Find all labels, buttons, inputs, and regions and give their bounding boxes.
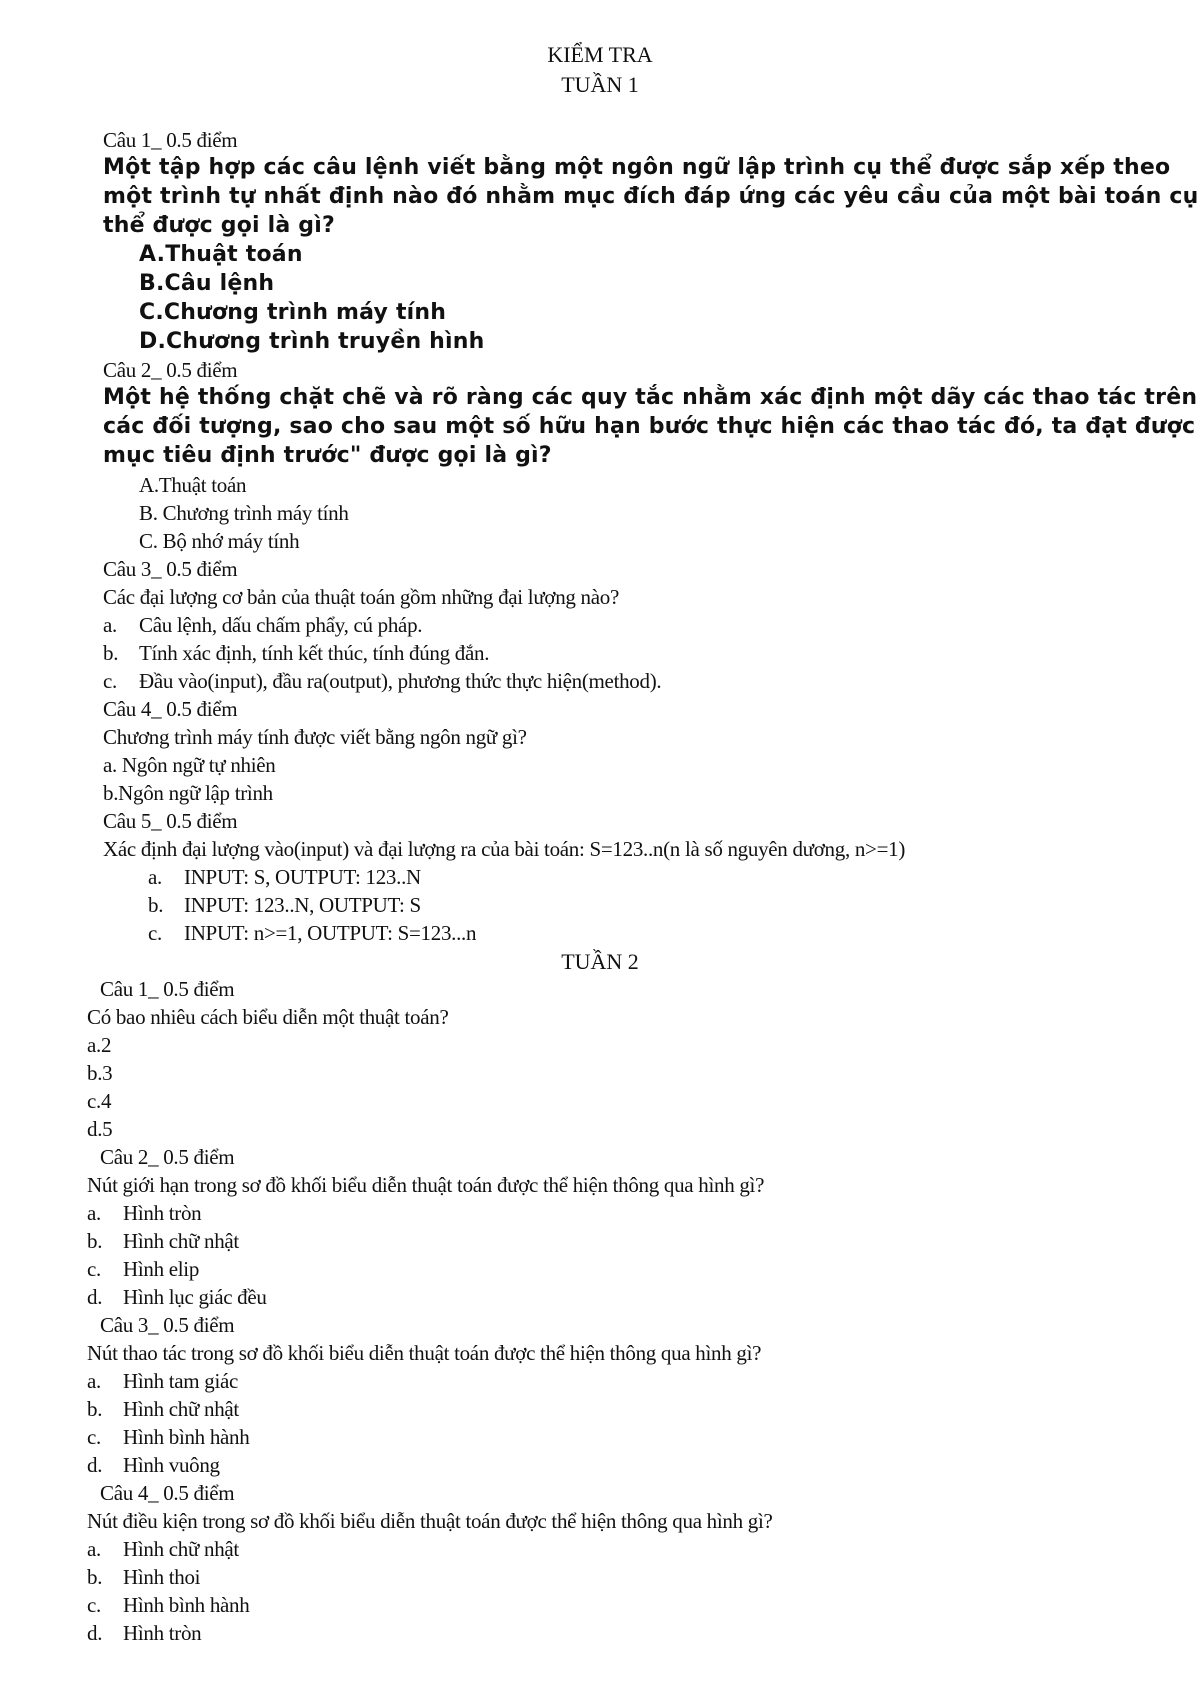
answer-option: a. INPUT: S, OUTPUT: 123..N <box>148 865 421 889</box>
question-text-line: mục tiêu định trước" được gọi là gì? <box>103 443 552 468</box>
answer-option: d. Hình tròn <box>87 1621 202 1645</box>
answer-option: d.5 <box>87 1117 113 1141</box>
answer-option: c. Hình bình hành <box>87 1593 250 1617</box>
answer-option: C.Chương trình máy tính <box>139 300 447 325</box>
week-2-heading: TUẦN 2 <box>561 949 639 974</box>
question-label: Câu 4_ 0.5 điểm <box>100 1481 235 1505</box>
question-label: Câu 2_ 0.5 điểm <box>103 358 238 382</box>
question-text: Có bao nhiêu cách biểu diễn một thuật toán? <box>87 1005 449 1029</box>
answer-option: b.3 <box>87 1061 113 1085</box>
answer-option: c.4 <box>87 1089 112 1113</box>
answer-option: c. INPUT: n>=1, OUTPUT: S=123...n <box>148 921 477 945</box>
question-label: Câu 1_ 0.5 điểm <box>100 977 235 1001</box>
question-text: Chương trình máy tính được viết bằng ngôn ngữ gì? <box>103 725 527 749</box>
question-label: Câu 1_ 0.5 điểm <box>103 128 238 152</box>
answer-option: C. Bộ nhớ máy tính <box>139 529 300 553</box>
answer-option: A.Thuật toán <box>139 242 303 267</box>
answer-option: B.Câu lệnh <box>139 271 275 296</box>
question-text: Nút giới hạn trong sơ đồ khối biểu diễn thuật toán được thể hiện thông qua hình gì? <box>87 1173 765 1197</box>
answer-option: b.Ngôn ngữ lập trình <box>103 781 273 805</box>
question-text: Nút điều kiện trong sơ đồ khối biểu diễn thuật toán được thể hiện thông qua hình gì? <box>87 1509 773 1533</box>
answer-option: a. Hình tròn <box>87 1201 202 1225</box>
question-text-line: một trình tự nhất định nào đó nhằm mục đích đáp ứng các yêu cầu của một bài toán cụ <box>103 184 1199 209</box>
answer-option: a. Hình chữ nhật <box>87 1537 239 1561</box>
answer-option: b. Hình chữ nhật <box>87 1397 239 1421</box>
answer-option: D.Chương trình truyền hình <box>139 329 485 354</box>
question-text: Các đại lượng cơ bản của thuật toán gồm những đại lượng nào? <box>103 585 619 609</box>
answer-option: c. Hình elip <box>87 1257 200 1281</box>
answer-option: b. Hình thoi <box>87 1565 201 1589</box>
question-text-line: Một tập hợp các câu lệnh viết bằng một ngôn ngữ lập trình cụ thể được sắp xếp theo <box>103 155 1171 180</box>
document-title: KIỂM TRA <box>547 42 653 67</box>
answer-option: b. INPUT: 123..N, OUTPUT: S <box>148 893 421 917</box>
answer-option: a. Ngôn ngữ tự nhiên <box>103 753 276 777</box>
answer-option: d. Hình lục giác đều <box>87 1285 267 1309</box>
answer-option: d. Hình vuông <box>87 1453 220 1477</box>
answer-option: c. Hình bình hành <box>87 1425 250 1449</box>
answer-option: A.Thuật toán <box>139 473 247 497</box>
question-label: Câu 4_ 0.5 điểm <box>103 697 238 721</box>
question-label: Câu 3_ 0.5 điểm <box>100 1313 235 1337</box>
question-text: Nút thao tác trong sơ đồ khối biểu diễn thuật toán được thể hiện thông qua hình gì? <box>87 1341 762 1365</box>
question-text: Xác định đại lượng vào(input) và đại lượng ra của bài toán: S=123..n(n là số nguyên dương, n>=1) <box>103 837 906 861</box>
question-text-line: Một hệ thống chặt chẽ và rõ ràng các quy tắc nhằm xác định một dãy các thao tác trên <box>103 385 1198 410</box>
answer-option: a. Hình tam giác <box>87 1369 239 1393</box>
answer-option: a. Câu lệnh, dấu chấm phẩy, cú pháp. <box>103 613 423 637</box>
question-label: Câu 5_ 0.5 điểm <box>103 809 238 833</box>
answer-option: c. Đầu vào(input), đầu ra(output), phương thức thực hiện(method). <box>103 669 662 693</box>
answer-option: b. Tính xác định, tính kết thúc, tính đúng đắn. <box>103 641 490 665</box>
answer-option: B. Chương trình máy tính <box>139 501 349 525</box>
question-label: Câu 3_ 0.5 điểm <box>103 557 238 581</box>
question-label: Câu 2_ 0.5 điểm <box>100 1145 235 1169</box>
answer-option: a.2 <box>87 1033 112 1057</box>
question-text-line: thể được gọi là gì? <box>103 213 335 238</box>
question-text-line: các đối tượng, sao cho sau một số hữu hạn bước thực hiện các thao tác đó, ta đạt được <box>103 414 1196 439</box>
answer-option: b. Hình chữ nhật <box>87 1229 239 1253</box>
week-1-heading: TUẦN 1 <box>561 72 639 97</box>
